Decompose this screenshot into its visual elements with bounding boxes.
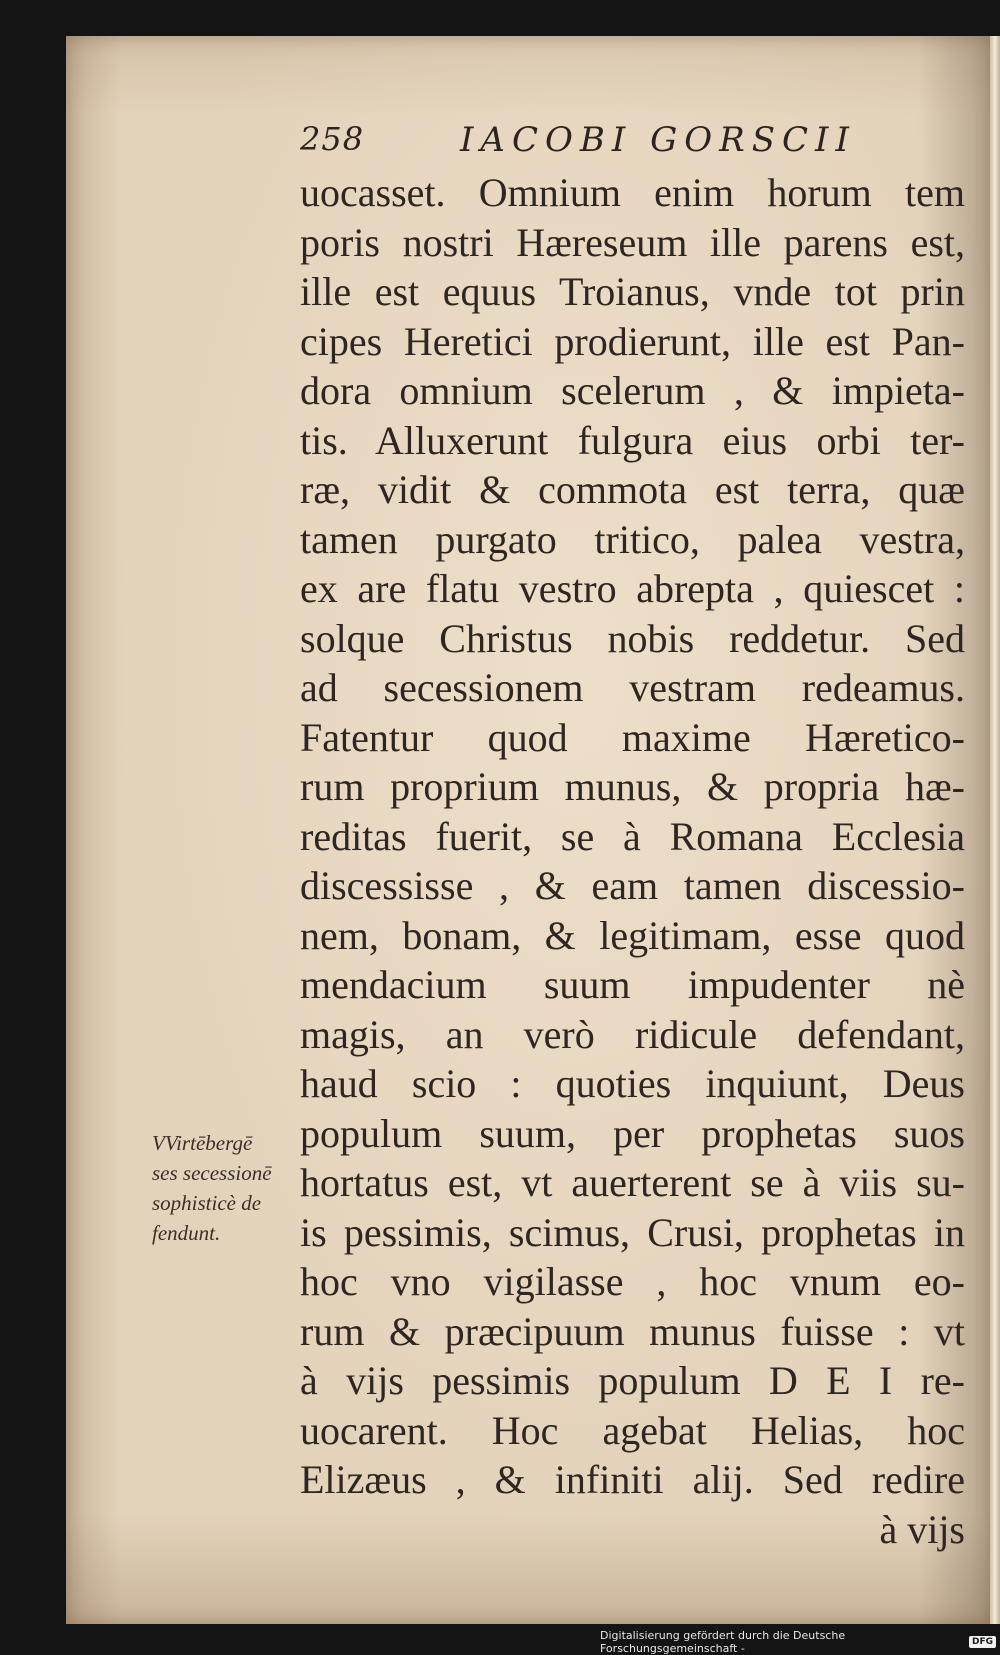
dfg-logo-icon: DFG xyxy=(969,1636,996,1648)
text-line: populum suum, per prophetas suos xyxy=(300,1110,965,1156)
text-line: ræ, vidit & commota est terra, quæ xyxy=(300,467,965,512)
page-edge xyxy=(990,36,1000,1624)
margin-note-line: VVirtēbergē xyxy=(152,1131,253,1155)
text-line: rum & præcipuum munus fuisse : vt xyxy=(300,1308,965,1354)
text-line: hoc vno vigilasse , hoc vnum eo- xyxy=(300,1259,965,1304)
text-line: uocarent. Hoc agebat Helias, hoc xyxy=(300,1407,965,1453)
text-line: ille est equus Troianus, vnde tot prin xyxy=(300,269,965,314)
text-line: à vijs pessimis populum D E I re- xyxy=(300,1358,965,1403)
text-line: haud scio : quoties inquiunt, Deus xyxy=(300,1061,965,1106)
text-line: ad secessionem vestram redeamus. xyxy=(300,665,965,710)
text-line: solque Christus nobis reddetur. Sed xyxy=(300,615,965,661)
text-line: tamen purgato tritico, palea vestra, xyxy=(300,516,965,562)
text-line: cipes Heretici prodierunt, ille est Pan- xyxy=(300,318,965,364)
text-line: Fatentur quod maxime Hæretico- xyxy=(300,714,965,760)
credit-text: Digitalisierung gefördert durch die Deutsche Forschungsgemeinschaft - xyxy=(600,1629,846,1655)
margin-note xyxy=(152,1128,302,1248)
text-line: magis, an verò ridicule defendant, xyxy=(300,1011,965,1057)
text-line: discessisse , & eam tamen discessio- xyxy=(300,863,965,908)
text-line: tis. Alluxerunt fulgura eius orbi ter- xyxy=(300,417,965,463)
digitization-credit xyxy=(600,1629,1000,1655)
margin-note-line: sophisticè de xyxy=(152,1191,262,1215)
text-line: nem, bonam, & legitimam, esse quod xyxy=(300,912,965,958)
body-text xyxy=(300,168,965,1554)
margin-note-line: ses secessionē xyxy=(152,1161,272,1185)
text-line: uocasset. Omnium enim horum tem xyxy=(300,170,965,215)
text-line: Elizæus , & infiniti alij. Sed redire xyxy=(300,1457,965,1502)
text-line: is pessimis, scimus, Crusi, prophetas in xyxy=(300,1209,965,1255)
page-header xyxy=(300,120,860,166)
text-line: poris nostri Hæreseum ille parens est, xyxy=(300,219,965,265)
text-line: dora omnium scelerum , & impieta- xyxy=(300,368,965,413)
text-line: reditas fuerit, se à Romana Ecclesia xyxy=(300,813,965,859)
text-line: hortatus est, vt auerterent se à viis su- xyxy=(300,1160,965,1205)
text-line: mendacium suum impudenter nè xyxy=(300,962,965,1007)
catchword: à vijs xyxy=(879,1506,965,1552)
running-title: IACOBI GORSCII xyxy=(460,120,856,160)
margin-note-line: fendunt. xyxy=(152,1221,221,1245)
text-line: rum proprium munus, & propria hæ- xyxy=(300,764,965,809)
page-number: 258 xyxy=(300,120,365,158)
text-line: ex are flatu vestro abrepta , quiescet : xyxy=(300,566,965,611)
